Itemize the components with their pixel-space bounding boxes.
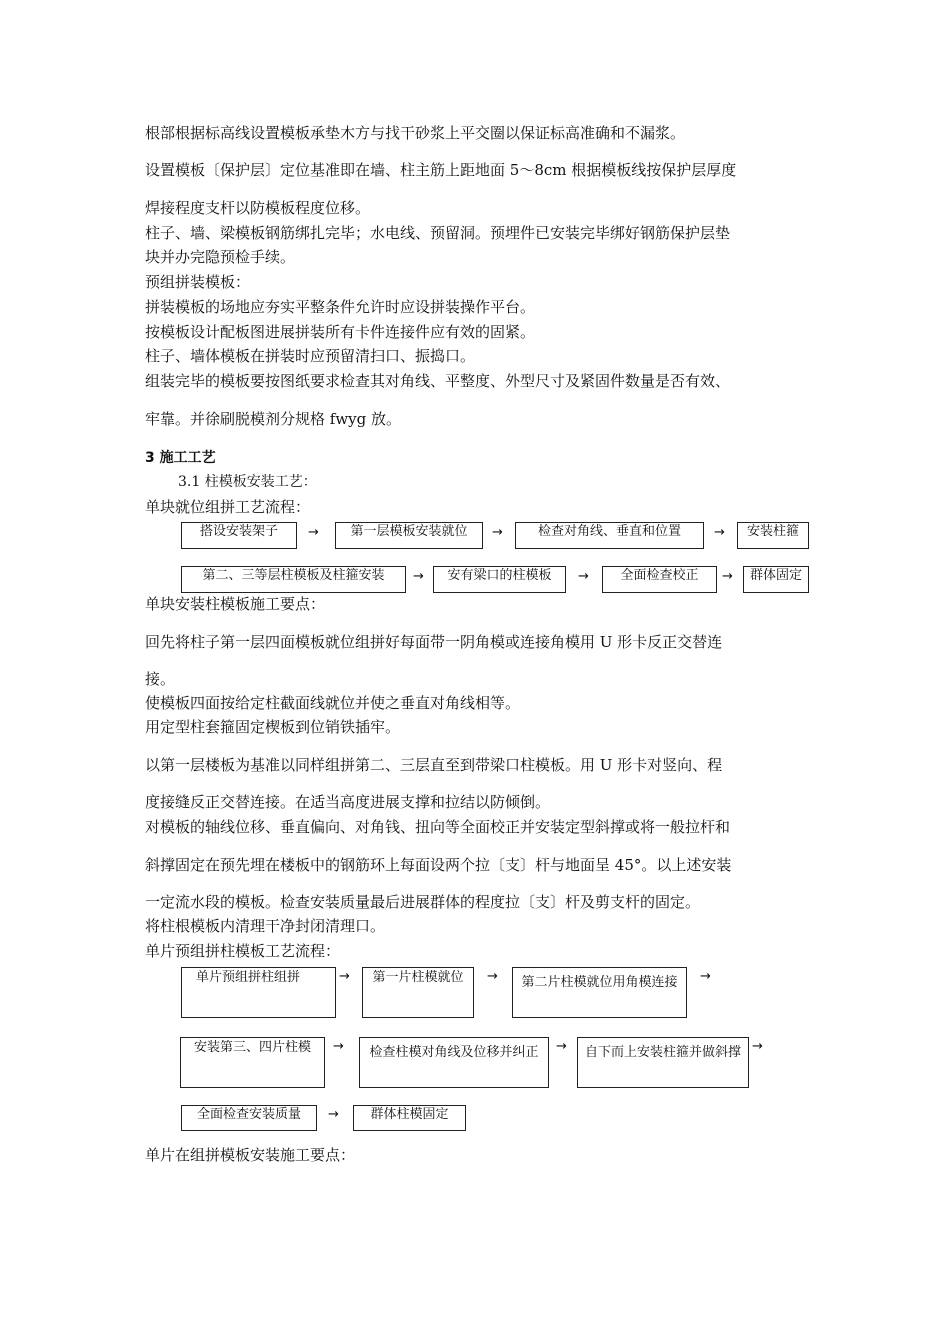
flow-box: 安有梁口的柱模板 bbox=[433, 566, 566, 593]
text-line: 柱子、墙体模板在拼装时应预留清扫口、振捣口。 bbox=[145, 347, 476, 365]
flow-arrow: → bbox=[333, 1039, 344, 1054]
flow-box: 全面检查校正 bbox=[602, 566, 717, 593]
text-line: 焊接程度支杆以防模板程度位移。 bbox=[145, 199, 371, 217]
flow-arrow: → bbox=[556, 1039, 567, 1054]
flow-box: 搭设安装架子 bbox=[181, 522, 297, 549]
flow-box: 全面检查安装质量 bbox=[181, 1105, 317, 1131]
text-line: 单块就位组拼工艺流程： bbox=[145, 498, 311, 516]
text-line: 根部根据标高线设置模板承垫木方与找干砂浆上平交圈以保证标高准确和不漏浆。 bbox=[145, 124, 686, 142]
flow-arrow: → bbox=[578, 569, 589, 584]
text-line: 按模板设计配板图进展拼装所有卡件连接件应有效的固紧。 bbox=[145, 323, 536, 341]
text-line: 牢靠。并徐刷脱模剂分规格 fwyg 放。 bbox=[145, 410, 402, 428]
text-line: 接。 bbox=[145, 670, 176, 688]
section-heading: 3 施工工艺 bbox=[145, 450, 216, 466]
flow-box: 第二片柱模就位用角模连接 bbox=[512, 967, 687, 1018]
text-line: 单片在组拼模板安装施工要点： bbox=[145, 1146, 356, 1164]
text-line: 一定流水段的模板。检查安装质量最后进展群体的程度拉〔支〕杆及剪支杆的固定。 bbox=[145, 893, 701, 911]
flow-box: 第一层模板安装就位 bbox=[335, 522, 483, 549]
flow-box: 群体柱模固定 bbox=[353, 1105, 466, 1131]
text-line: 块并办完隐预检手续。 bbox=[145, 248, 296, 266]
flow-box: 第一片柱模就位 bbox=[362, 967, 474, 1018]
flow-box: 群体固定 bbox=[743, 566, 809, 593]
text-line: 设置模板〔保护层〕定位基准即在墙、柱主筋上距地面 5～8cm 根据模板线按保护层厚度 bbox=[145, 161, 737, 179]
flow-box: 单片预组拼柱组拼 bbox=[181, 967, 336, 1018]
text-line: 组装完毕的模板要按图纸要求检查其对角线、平整度、外型尺寸及紧固件数量是否有效、 bbox=[145, 372, 731, 390]
text-line: 以第一层楼板为基准以同样组拼第二、三层直至到带梁口柱模板。用 U 形卡对竖向、程 bbox=[145, 756, 723, 774]
text-line: 单片预组拼柱模板工艺流程： bbox=[145, 942, 341, 960]
flow-box: 检查柱模对角线及位移并纠正 bbox=[359, 1037, 549, 1088]
text-line: 柱子、墙、梁模板钢筋绑扎完毕；水电线、预留洞。预埋件已安装完毕绑好钢筋保护层垫 bbox=[145, 224, 731, 242]
subsection-heading: 3.1 柱模板安装工艺： bbox=[178, 474, 317, 490]
flow-arrow: → bbox=[487, 969, 498, 984]
text-line: 拼装模板的场地应夯实平整条件允许时应设拼装操作平台。 bbox=[145, 298, 536, 316]
flow-arrow: → bbox=[700, 969, 711, 984]
flow-arrow: → bbox=[752, 1039, 763, 1054]
text-line: 度接缝反正交替连接。在适当高度进展支撑和拉结以防倾倒。 bbox=[145, 793, 551, 811]
text-line: 单块安装柱模板施工要点： bbox=[145, 595, 326, 613]
text-line: 将柱根模板内清理干净封闭清理口。 bbox=[145, 917, 386, 935]
flow-arrow: → bbox=[722, 569, 733, 584]
text-line: 斜撑固定在预先埋在楼板中的钢筋环上每面设两个拉〔支〕杆与地面呈 45°。以上述安装 bbox=[145, 856, 732, 874]
text-line: 用定型柱套箍固定楔板到位销铁插牢。 bbox=[145, 718, 401, 736]
text-line: 回先将柱子第一层四面模板就位组拼好每面带一阴角模或连接角模用 U 形卡反正交替连 bbox=[145, 633, 723, 651]
flow-arrow: → bbox=[308, 525, 319, 540]
flow-arrow: → bbox=[714, 525, 725, 540]
flow-arrow: → bbox=[339, 969, 350, 984]
flow-box: 检查对角线、垂直和位置 bbox=[515, 522, 704, 549]
flow-box: 第二、三等层柱模板及柱箍安装 bbox=[181, 566, 406, 593]
flow-box: 安装第三、四片柱模 bbox=[180, 1037, 325, 1088]
flow-box: 安装柱箍 bbox=[737, 522, 809, 549]
flow-arrow: → bbox=[413, 569, 424, 584]
text-line: 对模板的轴线位移、垂直偏向、对角钱、扭向等全面校正并安装定型斜撑或将一般拉杆和 bbox=[145, 818, 731, 836]
text-line: 使模板四面按给定柱截面线就位并使之垂直对角线相等。 bbox=[145, 694, 521, 712]
text-line: 预组拼装模板： bbox=[145, 273, 251, 291]
flow-arrow: → bbox=[328, 1107, 339, 1122]
flow-box: 自下而上安装柱箍并做斜撑 bbox=[577, 1037, 749, 1088]
flow-arrow: → bbox=[492, 525, 503, 540]
